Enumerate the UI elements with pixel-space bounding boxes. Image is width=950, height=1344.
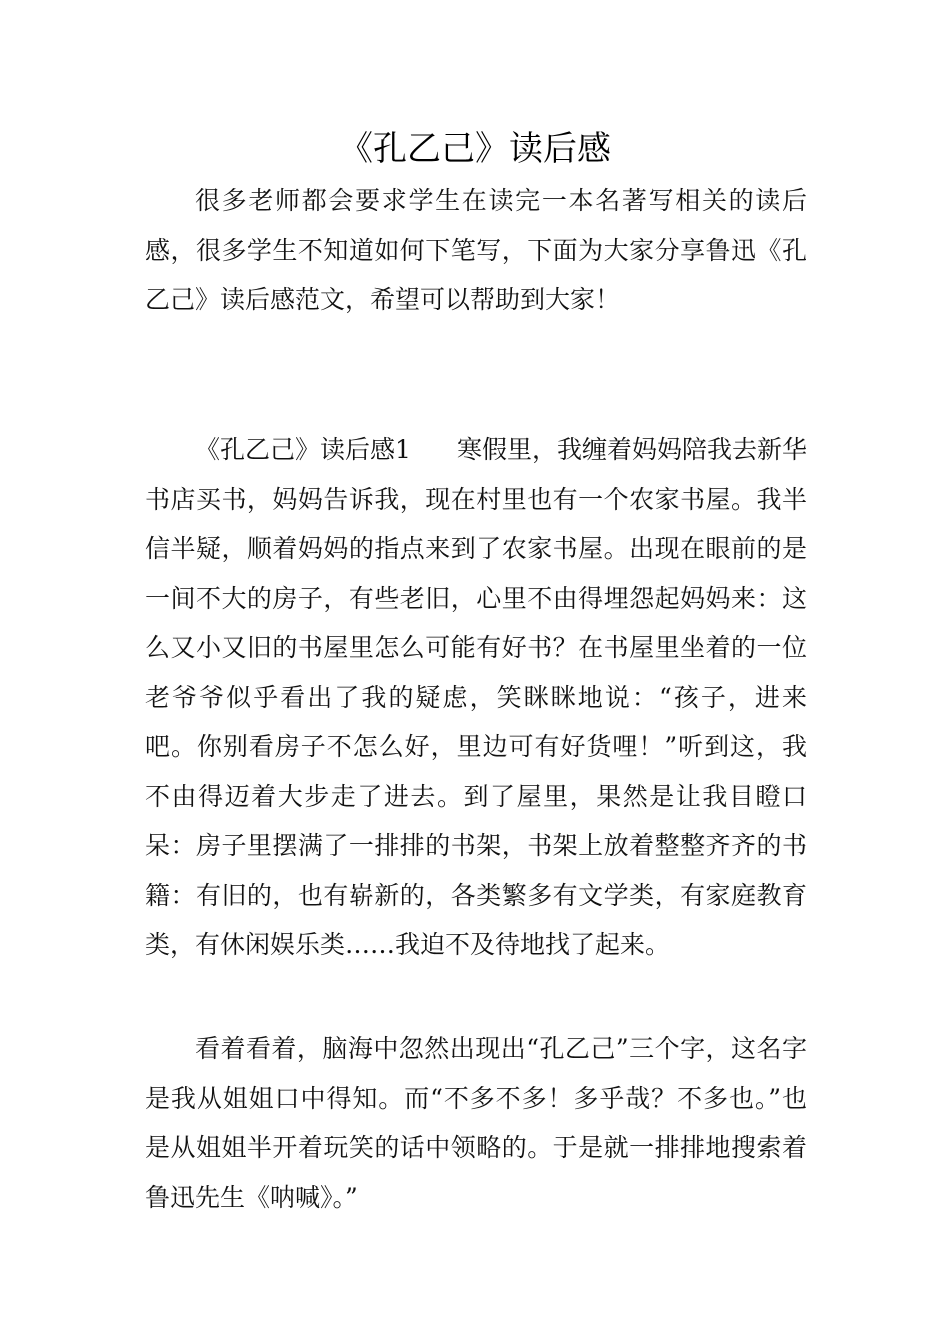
document-title: 《孔乙己》读后感 (339, 129, 611, 169)
section1-text: 寒假里，我缠着妈妈陪我去新华书店买书，妈妈告诉我，现在村里也有一个农家书屋。我半信半疑，顺着妈妈的指点来到了农家书屋。出现在眼前的是一间不大的房子，有些老旧，心里不由得埋怨起妈妈来：这么又小又旧的书屋里怎么可能有好书？在书屋里坐着的一位老爷爷似乎看出了我的疑虑，笑眯眯地说：“孩子，进来吧。你别看房子不怎么好，里边可有好货哩！”听到这，我不由得迈着大步走了进去。到了屋里，果然是让我目瞪口呆：房子里摆满了一排排的书架，书架上放着整整齐齐的书籍：有旧的，也有崭新的，各类繁多有文学类，有家庭教育类，有休闲娱乐类……我迫不及待地找了起来。 (145, 435, 807, 959)
section1-heading: 《孔乙己》读后感1 (195, 435, 411, 464)
body-paragraph-2: 看着看着，脑海中忽然出现出“孔乙己”三个字，这名字是我从姐姐口中得知。而“不多不多！多乎哉？不多也。”也是从姐姐半开着玩笑的话中领略的。于是就一排排地搜索着鲁迅先生《呐喊》。” (145, 1034, 807, 1212)
section1-paragraph (145, 425, 807, 970)
intro-paragraph: 很多老师都会要求学生在读完一本名著写相关的读后感，很多学生不知道如何下笔写，下面为大家分享鲁迅《孔乙己》读后感范文，希望可以帮助到大家！ (145, 186, 807, 314)
